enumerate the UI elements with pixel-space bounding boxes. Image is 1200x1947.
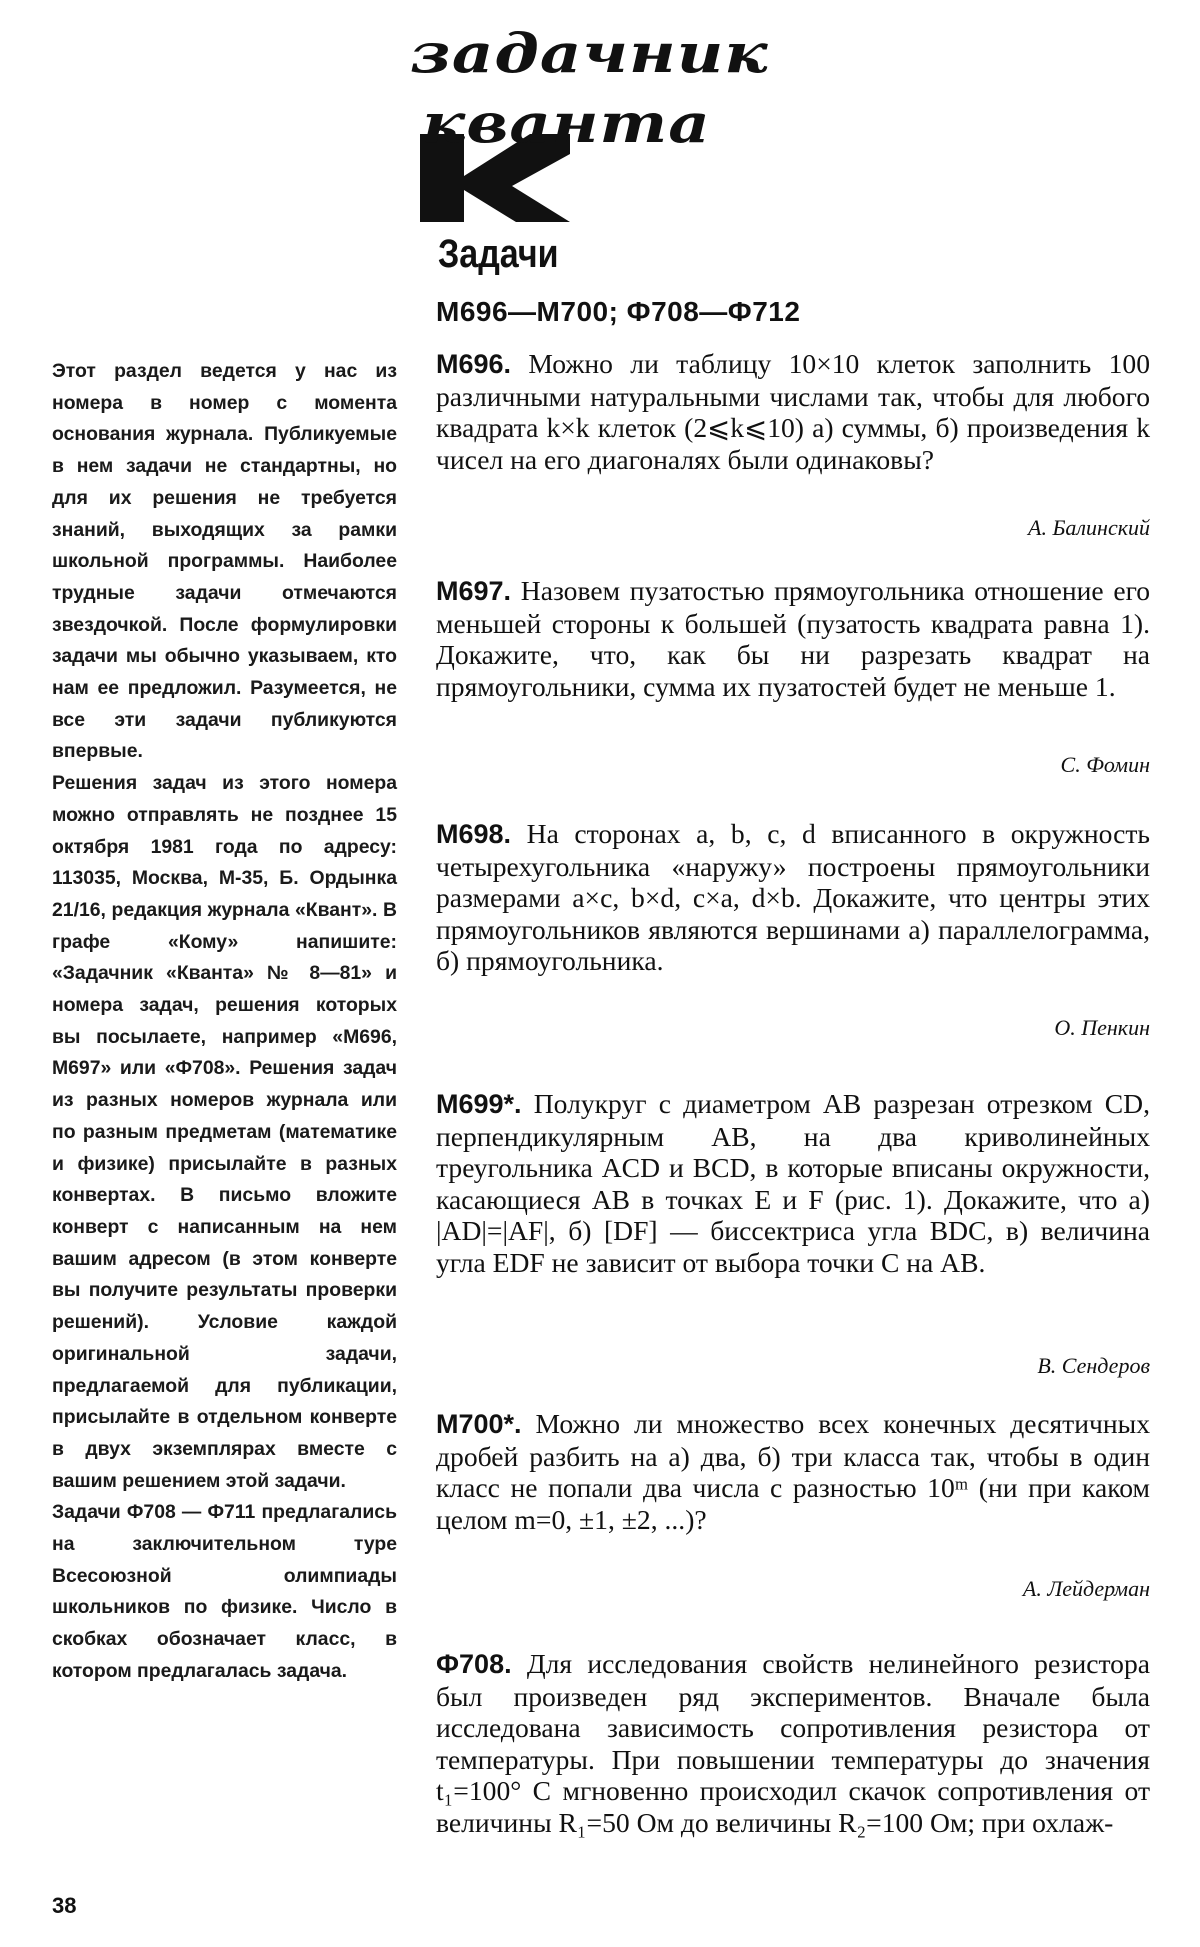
problem-id: М700*. (436, 1409, 522, 1439)
problem-id: М698. (436, 819, 512, 849)
problem-id: М697. (436, 576, 512, 606)
logo-line-kvanta: кванта (422, 92, 711, 156)
sidebar-paragraph-submission: Решения задач из этого номера можно отправлять не позднее 15 октября 1981 года по адресу: 113035, Москва, М-35, Б. Ордынка 21/16, редакция журнала «Квант». В графе «Кому» напишите: «Задачник «Кванта» № 8—81» и номера задач, решения которых вы посылаете, например «М696, М697» или «Ф708». Решения задач из разных номеров журнала или по разным предметам (математике и физике) присылайте в разных конвертах. В письмо вложите конверт с написанным на нем вашим адресом (в этом конверте вы получите результаты проверки решений). Условие каждой оригинальной задачи, предлагаемой для публикации, присылайте в отдельном конверте в двух экземплярах вместе с вашим решением этой задачи. (52, 772, 397, 1492)
problem-range: М696—М700; Ф708—Ф712 (436, 296, 801, 327)
problem-m699 (436, 1088, 1150, 1378)
problem-text: Для исследования свойств нелинейного резистора был произведен ряд экспериментов. Вначале была исследована зависимость сопротивления резистора от температуры. При повышении температуры до значения t₁=100° C мгновенно происходил скачок сопротивления от величины R₁=50 Ом до величины R₂=100 Ом; при охлаж- (436, 1648, 1150, 1838)
problem-id: М699*. (436, 1089, 522, 1119)
problem-author: В. Сендеров (1037, 1353, 1150, 1378)
problem-author: О. Пенкин (1054, 1015, 1150, 1040)
problem-id: Ф708. (436, 1649, 512, 1679)
sidebar-paragraph-olympiad: Задачи Ф708 — Ф711 предлагались на заключительном туре Всесоюзной олимпиады школьников по физике. Число в скобках обозначает класс, в котором предлагалась задача. (52, 1501, 397, 1682)
problem-text: Назовем пузатостью прямоугольника отношение его меньшей стороны к большей (пузатость квадрата равна 1). Докажите, что, как бы ни разрезать квадрат на прямоугольники, сумма их пузатостей будет не меньше 1. (436, 575, 1151, 702)
problem-text: Можно ли таблицу 10×10 клеток заполнить 100 различными натуральными числами так, чтобы для любого квадрата k×k клеток (2⩽k⩽10) а) суммы, б) произведения k чисел на его диагоналях были одинаковы? (436, 348, 1150, 475)
journal-logo (410, 22, 800, 202)
sidebar-info (52, 356, 397, 1688)
problem-m700 (436, 1408, 1150, 1601)
page-number: 38 (52, 1893, 77, 1918)
sidebar-paragraph-intro: Этот раздел ведется у нас из номера в номер с момента основания журнала. Публикуемые в нем задачи не стандартны, но для их решения не требуется знаний, выходящих за рамки школьной программы. Наиболее трудные задачи отмечаются звездочкой. После формулировки задачи мы обычно указываем, кто нам ее предложил. Разумеется, не все эти задачи публикуются впервые. (52, 360, 397, 763)
problem-text: Можно ли множество всех конечных десятичных дробей разбить на а) два, б) три класса так, чтобы в один класс не попали два числа с разностью 10ᵐ (ни при каком целом m=0, ±1, ±2, ...)? (436, 1408, 1150, 1535)
problem-author: А. Балинский (1028, 515, 1150, 540)
problem-author: С. Фомин (1060, 752, 1150, 777)
section-title: Задачи (438, 232, 559, 276)
problem-m696 (436, 348, 1150, 540)
logo-line-zadachnik: задачник (410, 22, 769, 86)
problem-m697 (436, 575, 1151, 777)
problem-id: М696. (436, 349, 512, 379)
problem-m698 (436, 818, 1151, 1040)
problem-text: На сторонах a, b, c, d вписанного в окружность четырехугольника «наружу» построены прямоугольники размерами a×c, b×d, c×a, d×b. Докажите, что центры этих прямоугольников являются вершинами а) параллелограмма, б) прямоугольника. (436, 818, 1151, 977)
problem-f708 (436, 1648, 1150, 1839)
problem-author: А. Лейдерман (1022, 1576, 1150, 1601)
problem-text: Полукруг с диаметром AB разрезан отрезком CD, перпендикулярным AB, на два криволинейных треугольника ACD и BCD, в которые вписаны окружности, касающиеся AB в точках E и F (рис. 1). Докажите, что а) |AD|=|AF|, б) [DF] — биссектриса угла BDC, в) величина угла EDF не зависит от выбора точки C на AB. (436, 1088, 1150, 1278)
